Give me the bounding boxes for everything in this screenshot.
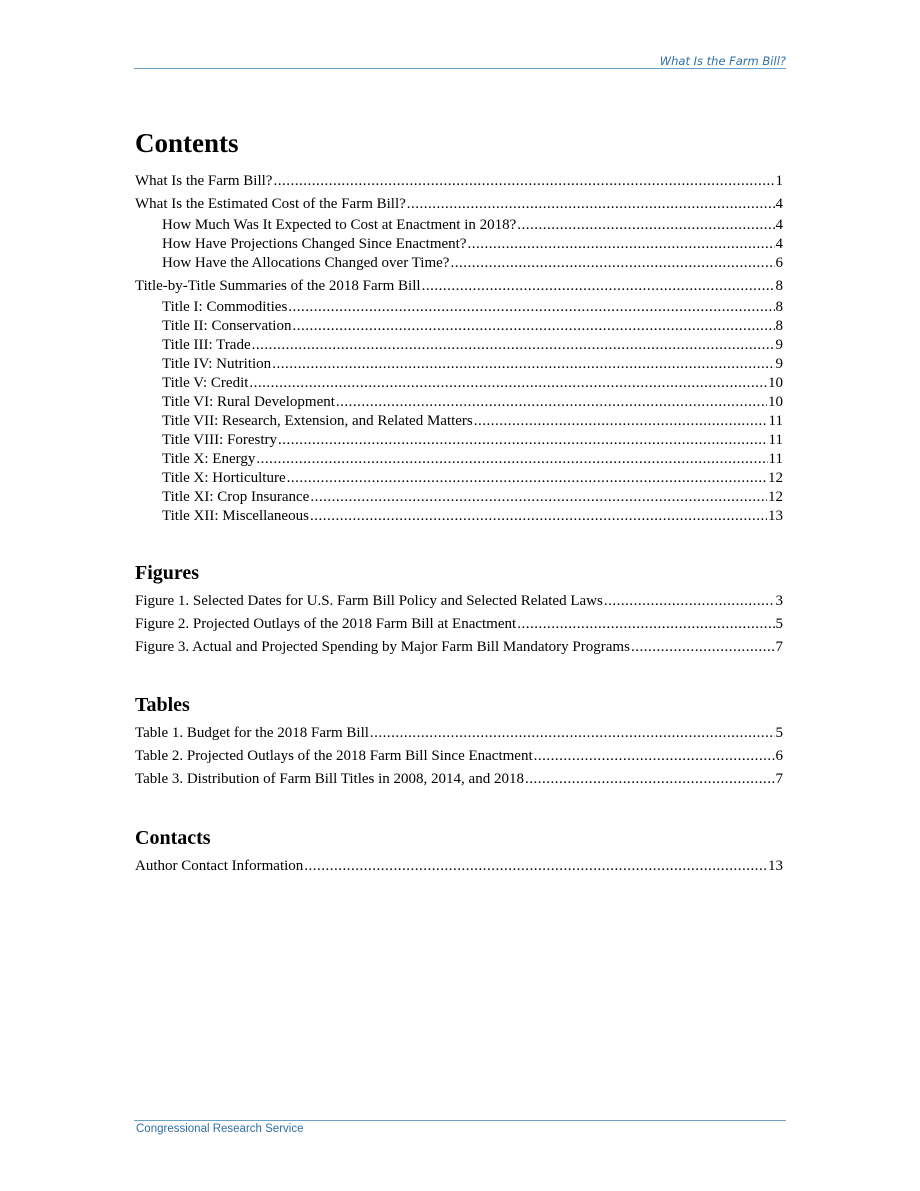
- toc-entry-page: 12: [768, 470, 783, 486]
- toc-subentry[interactable]: [135, 254, 783, 273]
- toc-entry-label: Table 2. Projected Outlays of the 2018 Farm Bill Since Enactment: [135, 748, 533, 764]
- toc-entry-page: 8: [775, 278, 783, 294]
- toc-entry-page: 8: [775, 299, 783, 315]
- dot-leader: [336, 393, 767, 412]
- toc-entry-page: 1: [775, 173, 783, 189]
- toc-subentry[interactable]: [135, 355, 783, 374]
- toc-entry-label: What Is the Farm Bill?: [135, 173, 273, 189]
- toc-entry-page: 10: [768, 394, 783, 410]
- toc-entry-label: Title III: Trade: [162, 337, 251, 353]
- toc-subentry[interactable]: [135, 216, 783, 235]
- toc-entry-label: Title X: Horticulture: [162, 470, 286, 486]
- toc-entry-page: 9: [775, 356, 783, 372]
- toc-subentry[interactable]: [135, 507, 783, 526]
- dot-leader: [292, 317, 774, 336]
- toc-entry-table[interactable]: [135, 724, 783, 743]
- section-spacer: [135, 526, 783, 560]
- dot-leader: [288, 298, 774, 317]
- toc-entry-label: How Much Was It Expected to Cost at Enactment in 2018?: [162, 217, 517, 233]
- toc-entry-label: What Is the Estimated Cost of the Farm Bill?: [135, 196, 406, 212]
- toc-entry-label: Figure 3. Actual and Projected Spending by Major Farm Bill Mandatory Programs: [135, 639, 630, 655]
- dot-leader: [407, 195, 775, 214]
- toc-entry-label: How Have Projections Changed Since Enactment?: [162, 236, 467, 252]
- toc-entry-page: 8: [775, 318, 783, 334]
- toc-entry-label: Figure 1. Selected Dates for U.S. Farm Bill Policy and Selected Related Laws: [135, 593, 603, 609]
- toc-subentry[interactable]: [135, 450, 783, 469]
- toc-entry-label: Title V: Credit: [162, 375, 249, 391]
- toc-entry-contact[interactable]: [135, 857, 783, 876]
- section-spacer: [135, 657, 783, 692]
- dot-leader: [534, 747, 775, 766]
- dot-leader: [631, 638, 775, 657]
- toc-entry-page: 11: [768, 413, 783, 429]
- toc-entry-figure[interactable]: [135, 592, 783, 611]
- toc-entry-label: Title-by-Title Summaries of the 2018 Farm Bill: [135, 278, 421, 294]
- toc-entry-page: 4: [775, 196, 783, 212]
- toc-entry-page: 11: [768, 432, 783, 448]
- contents-heading: Contents: [135, 128, 239, 158]
- dot-leader: [273, 172, 774, 191]
- toc-subentry[interactable]: [135, 298, 783, 317]
- tables-heading: Tables: [135, 694, 190, 716]
- dot-leader: [450, 254, 774, 273]
- toc-entry-page: 13: [768, 508, 783, 524]
- toc-entry-page: 7: [775, 639, 783, 655]
- toc-entry-figure[interactable]: [135, 638, 783, 657]
- dot-leader: [287, 469, 767, 488]
- toc-entry-label: Title VI: Rural Development: [162, 394, 335, 410]
- toc-entry-label: Title IV: Nutrition: [162, 356, 272, 372]
- toc-subentry[interactable]: [135, 336, 783, 355]
- dot-leader: [278, 431, 768, 450]
- toc-entry-label: Author Contact Information: [135, 858, 304, 874]
- toc-entry-page: 11: [768, 451, 783, 467]
- toc-entry-page: 5: [775, 616, 783, 632]
- toc-subentry[interactable]: [135, 393, 783, 412]
- toc-entry-label: Title I: Commodities: [162, 299, 288, 315]
- toc-entry-label: Title XII: Miscellaneous: [162, 508, 309, 524]
- toc-entry-page: 4: [775, 236, 783, 252]
- toc-subentry[interactable]: [135, 412, 783, 431]
- dot-leader: [422, 277, 775, 296]
- toc-entry-page: 10: [768, 375, 783, 391]
- toc-entry-page: 6: [775, 748, 783, 764]
- header-rule: [134, 68, 786, 69]
- toc-entry-label: How Have the Allocations Changed over Time?: [162, 255, 450, 271]
- toc-subentry[interactable]: [135, 374, 783, 393]
- toc-entry-label: Figure 2. Projected Outlays of the 2018 Farm Bill at Enactment: [135, 616, 517, 632]
- toc-entry-page: 9: [775, 337, 783, 353]
- toc-entry-label: Title II: Conservation: [162, 318, 292, 334]
- toc-subentry[interactable]: [135, 488, 783, 507]
- toc-entry-page: 6: [775, 255, 783, 271]
- toc-entry-table[interactable]: [135, 770, 783, 789]
- dot-leader: [249, 374, 767, 393]
- dot-leader: [310, 507, 767, 526]
- dot-leader: [468, 235, 775, 254]
- figures-heading: Figures: [135, 562, 200, 584]
- toc-entry[interactable]: [135, 172, 783, 191]
- toc-entry-label: Table 3. Distribution of Farm Bill Titles in 2008, 2014, and 2018: [135, 771, 524, 787]
- toc-subentry[interactable]: [135, 317, 783, 336]
- toc-subentry[interactable]: [135, 469, 783, 488]
- toc-entry[interactable]: [135, 195, 783, 214]
- dot-leader: [474, 412, 768, 431]
- table-of-contents: [135, 126, 783, 876]
- section-spacer: [135, 789, 783, 825]
- dot-leader: [517, 615, 774, 634]
- toc-subentry[interactable]: [135, 235, 783, 254]
- footer-organization: Congressional Research Service: [136, 1123, 304, 1135]
- toc-entry-page: 12: [768, 489, 783, 505]
- dot-leader: [517, 216, 774, 235]
- toc-entry-page: 13: [768, 858, 783, 874]
- dot-leader: [525, 770, 775, 789]
- toc-entry-label: Title XI: Crop Insurance: [162, 489, 310, 505]
- dot-leader: [304, 857, 767, 876]
- dot-leader: [604, 592, 775, 611]
- toc-entry-label: Table 1. Budget for the 2018 Farm Bill: [135, 725, 369, 741]
- toc-entry-page: 7: [775, 771, 783, 787]
- toc-subentry[interactable]: [135, 431, 783, 450]
- dot-leader: [370, 724, 775, 743]
- toc-entry-table[interactable]: [135, 747, 783, 766]
- toc-entry-label: Title X: Energy: [162, 451, 256, 467]
- running-header: What Is the Farm Bill?: [659, 54, 786, 68]
- toc-entry-label: Title VIII: Forestry: [162, 432, 278, 448]
- toc-entry[interactable]: [135, 277, 783, 296]
- dot-leader: [272, 355, 774, 374]
- toc-entry-label: Title VII: Research, Extension, and Related Matters: [162, 413, 473, 429]
- contacts-heading: Contacts: [135, 827, 211, 849]
- dot-leader: [252, 336, 775, 355]
- toc-entry-figure[interactable]: [135, 615, 783, 634]
- toc-entry-page: 4: [775, 217, 783, 233]
- dot-leader: [256, 450, 767, 469]
- footer-rule: [134, 1120, 786, 1121]
- dot-leader: [310, 488, 767, 507]
- toc-entry-page: 5: [775, 725, 783, 741]
- toc-entry-page: 3: [775, 593, 783, 609]
